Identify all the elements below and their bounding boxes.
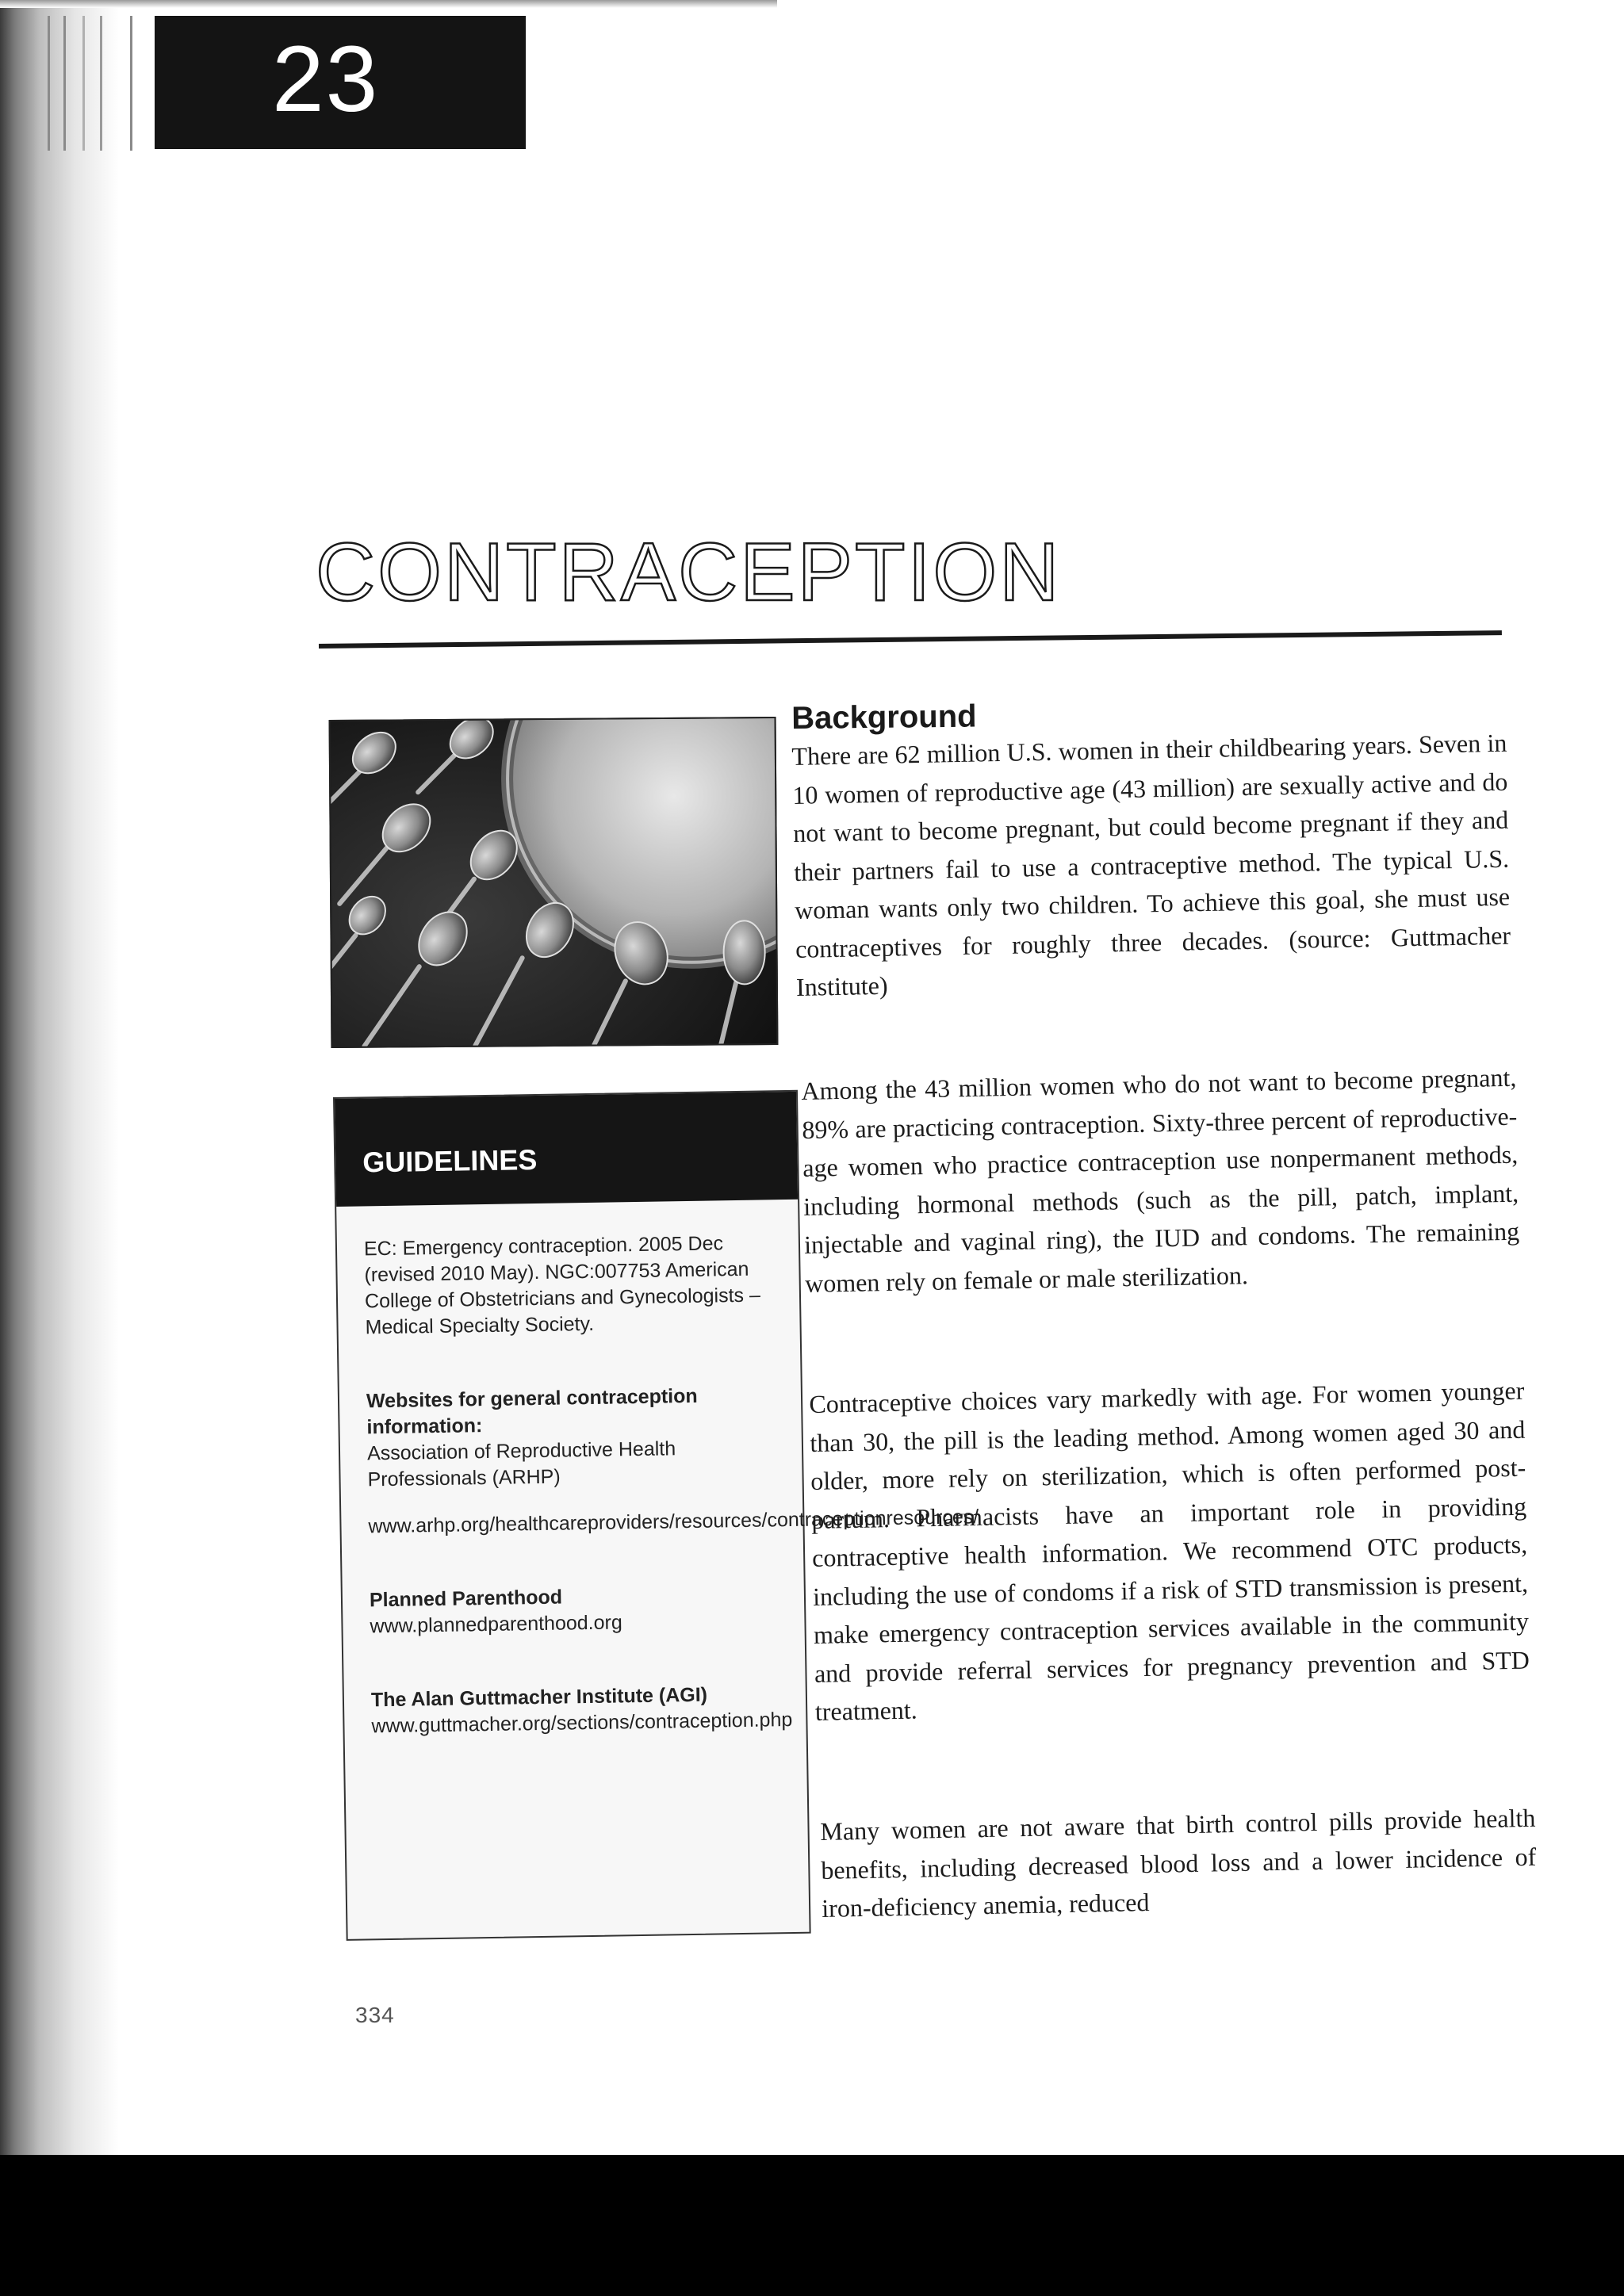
ec-reference: EC: Emergency contraception. 2005 Dec (revised 2010 May). NGC:007753 American College of Obstetricians and Gynecologists – Medical Specialty Society. [363, 1232, 761, 1339]
background-paragraph-4: Many women are not aware that birth control pills provide health benefits, including decreased blood loss and a lower incidence of iron-deficiency anemia, reduced [820, 1803, 1537, 1923]
chapter-title: CONTRACEPTION [316, 526, 1062, 618]
guidelines-body [336, 1200, 979, 1740]
guidelines-box [333, 1090, 979, 1941]
scan-bottom-margin [0, 2155, 1624, 2296]
ec-reference-block [364, 1230, 778, 1341]
title-rule [319, 630, 1502, 649]
guidelines-header: GUIDELINES [335, 1092, 798, 1207]
sperm-egg-photo [329, 717, 779, 1048]
websites-heading: Websites for general contraception information: [366, 1384, 698, 1439]
planned-parenthood-url[interactable]: www.plannedparenthood.org [370, 1611, 622, 1638]
guttmacher-block [370, 1681, 793, 1739]
page-binding-shadow [0, 0, 119, 2156]
page-number: 334 [355, 2003, 395, 2027]
background-paragraph-1: There are 62 million U.S. women in their childbearing years. Seven in 10 women of reproductive age (43 million) are sexually active and do not want to become pregnant, but could become pregnant if they and their partners fail to use a contraceptive method. The typical U.S. woman wants only two children. To achieve this goal, she must use contraceptives for roughly three decades. (source: Guttmacher Institute) [791, 728, 1511, 1001]
planned-parenthood-block [370, 1581, 783, 1640]
binding-lines [48, 16, 151, 151]
background-paragraph-3: Contraceptive choices vary markedly with age. For women younger than 30, the pill is the leading method. Among women aged 30 and older, more rely on sterilization, which is often performed post-partum. Pharmacists have an important role in providing contraceptive health information. We recommend OTC products, including the use of condoms if a risk of STD transmission is present, make emergency contraception services available in the community and provide referral services for pregnancy prevention and STD treatment. [809, 1376, 1530, 1726]
chapter-number-tab [155, 16, 526, 149]
background-paragraph-2: Among the 43 million women who do not want to become pregnant, 89% are practicing contraception. Sixty-three percent of reproductive-age women who practice contraception use nonpermanent methods, including hormonal methods (such as the pill, patch, implant, injectable and vaginal ring), the IUD and condoms. The remaining women rely on female or male sterilization. [801, 1062, 1520, 1298]
planned-parenthood-name: Planned Parenthood [369, 1586, 563, 1612]
background-heading: Background [791, 698, 977, 736]
guttmacher-url[interactable]: www.guttmacher.org/sections/contraception.php [371, 1709, 793, 1738]
arhp-url[interactable]: www.arhp.org/healthcareproviders/resources/contraceptionresources/ [368, 1506, 979, 1538]
guttmacher-name: The Alan Guttmacher Institute (AGI) [370, 1683, 708, 1712]
page-top-edge [0, 0, 777, 8]
arhp-block [366, 1382, 979, 1540]
arhp-name: Association of Reproductive Health Professionals (ARHP) [366, 1437, 676, 1491]
chapter-number: 23 [272, 27, 380, 132]
